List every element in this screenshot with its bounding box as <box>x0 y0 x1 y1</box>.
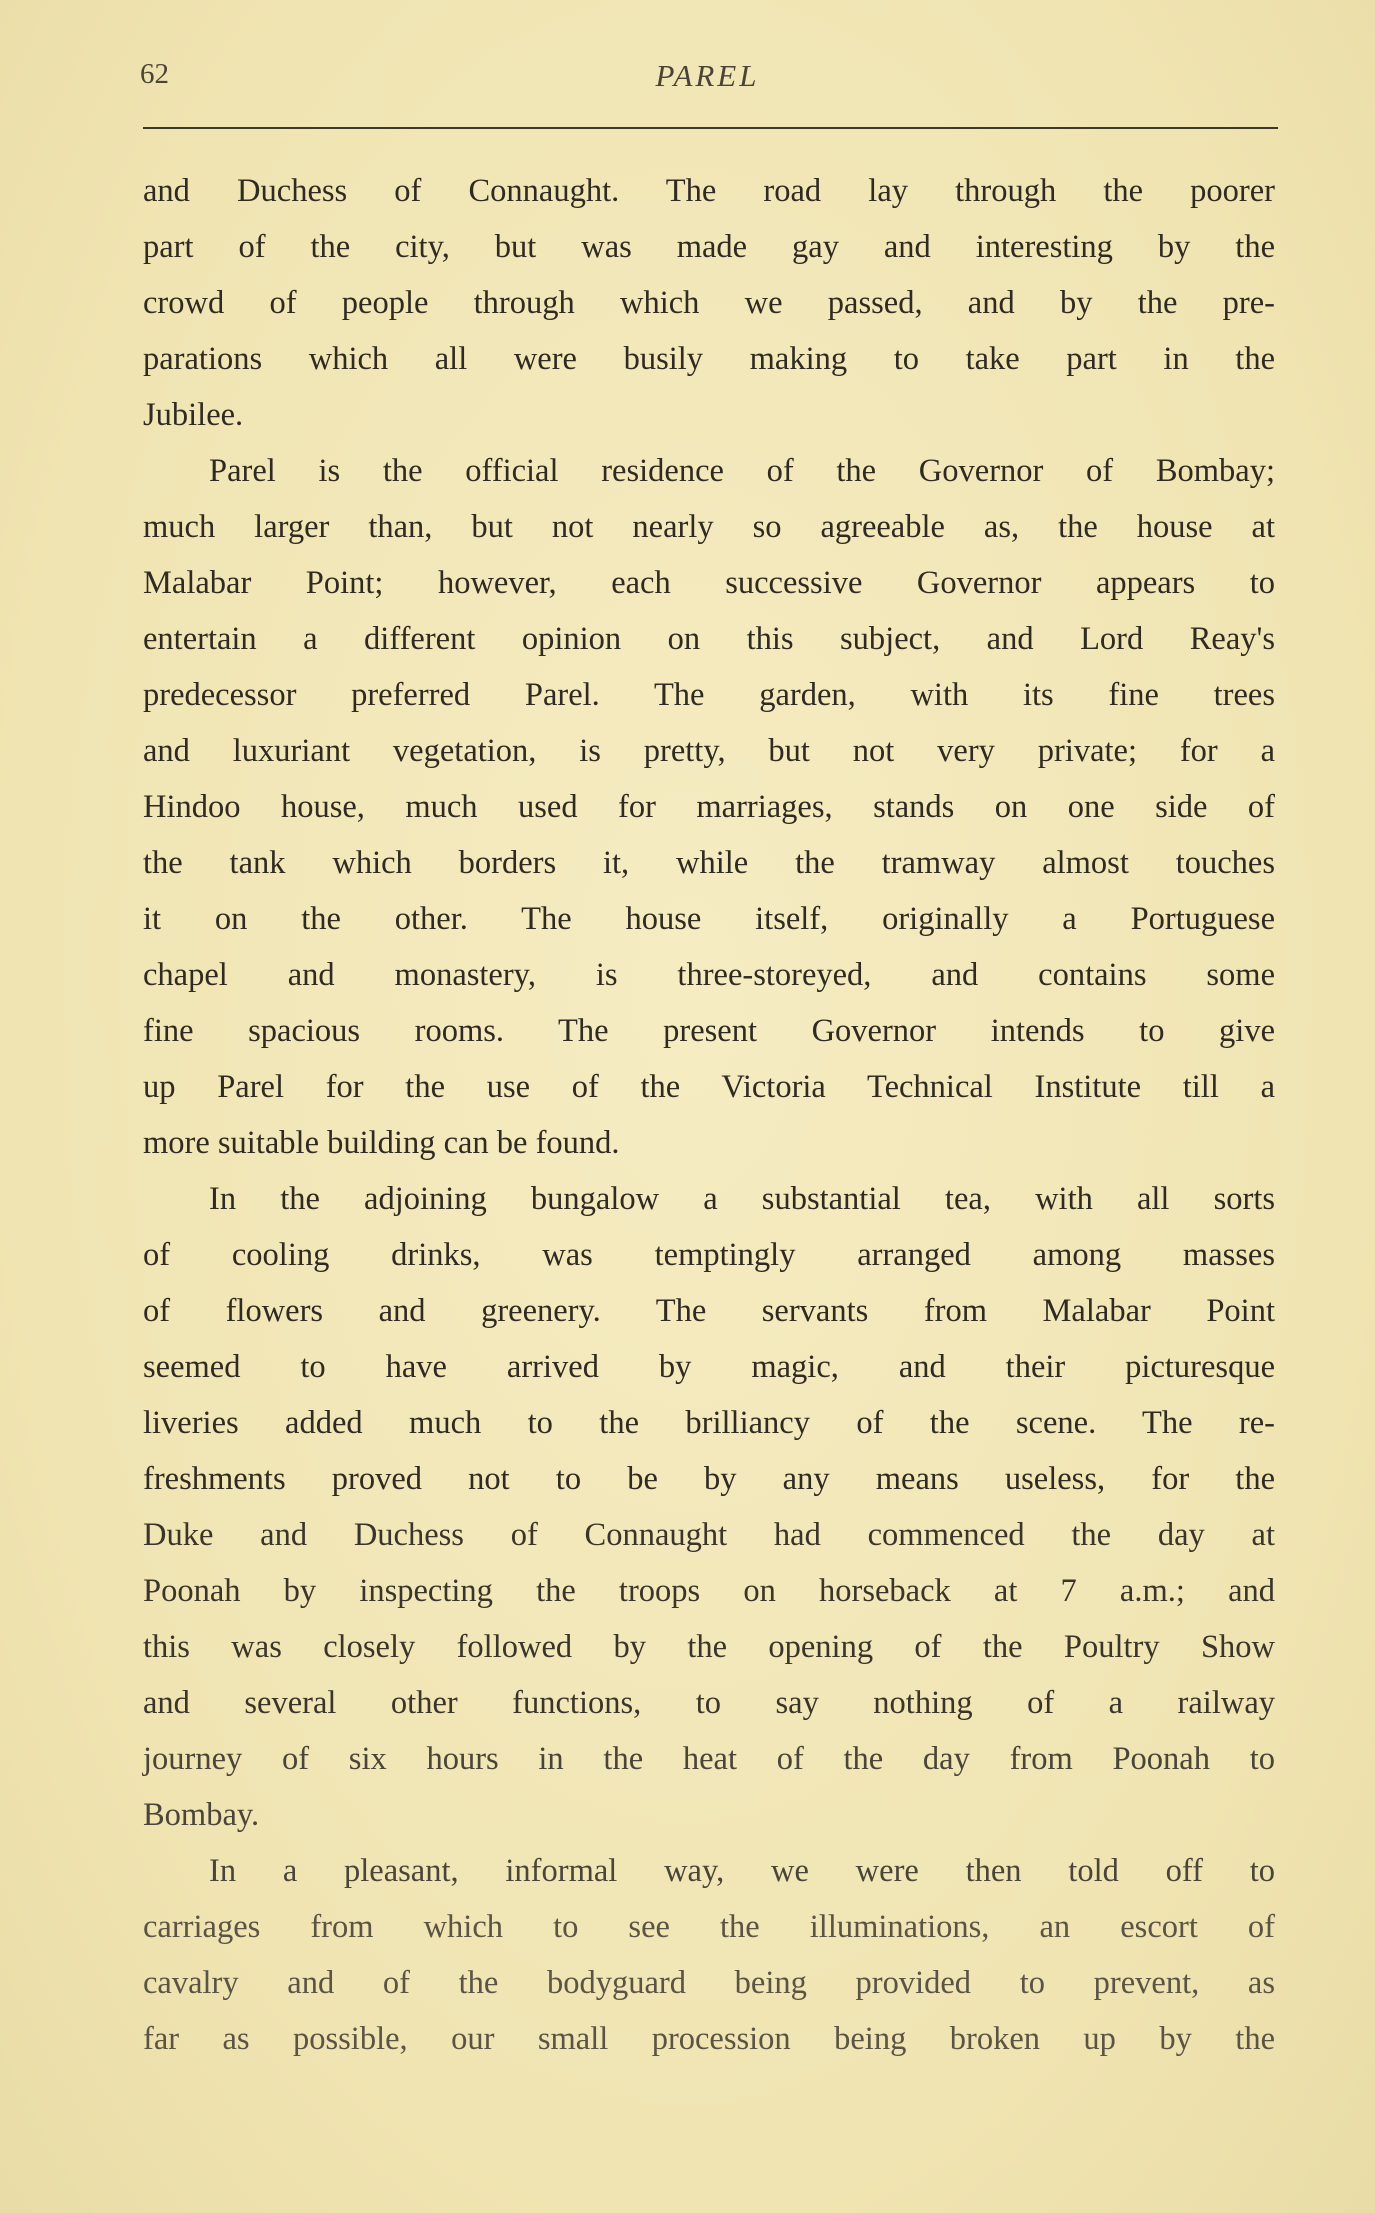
text-line: more suitable building can be found. <box>143 1125 620 1161</box>
text-line: this was closely followed by the opening of the Poultry Show <box>143 1629 1275 1665</box>
text-line: part of the city, but was made gay and interesting by the <box>143 229 1275 265</box>
paragraph <box>143 163 1275 443</box>
text-line: liveries added much to the brilliancy of the scene. The re- <box>143 1405 1275 1441</box>
text-line: it on the other. The house itself, originally a Portuguese <box>143 901 1275 937</box>
text-line: Poonah by inspecting the troops on horseback at 7 a.m.; and <box>143 1573 1275 1609</box>
text-line: Hindoo house, much used for marriages, stands on one side of <box>143 789 1275 825</box>
text-line: of flowers and greenery. The servants from Malabar Point <box>143 1293 1275 1329</box>
text-line: entertain a different opinion on this subject, and Lord Reay's <box>143 621 1275 657</box>
text-line: up Parel for the use of the Victoria Technical Institute till a <box>143 1069 1275 1105</box>
text-line: seemed to have arrived by magic, and their picturesque <box>143 1349 1275 1385</box>
body-text <box>143 163 1275 2067</box>
text-line: predecessor preferred Parel. The garden, with its fine trees <box>143 677 1275 713</box>
text-line: Parel is the official residence of the Governor of Bombay; <box>209 453 1275 489</box>
page-header <box>140 58 1275 108</box>
text-line: cavalry and of the bodyguard being provided to prevent, as <box>143 1965 1275 2001</box>
text-line: freshments proved not to be by any means useless, for the <box>143 1461 1275 1497</box>
text-line: journey of six hours in the heat of the day from Poonah to <box>143 1741 1275 1777</box>
text-line: and Duchess of Connaught. The road lay through the poorer <box>143 173 1275 209</box>
text-line: much larger than, but not nearly so agreeable as, the house at <box>143 509 1275 545</box>
text-line: In the adjoining bungalow a substantial tea, with all sorts <box>209 1181 1275 1217</box>
text-line: and several other functions, to say nothing of a railway <box>143 1685 1275 1721</box>
text-line: Malabar Point; however, each successive Governor appears to <box>143 565 1275 601</box>
text-line: Bombay. <box>143 1797 260 1833</box>
text-line: and luxuriant vegetation, is pretty, but not very private; for a <box>143 733 1275 769</box>
text-line: of cooling drinks, was temptingly arranged among masses <box>143 1237 1275 1273</box>
text-line: the tank which borders it, while the tramway almost touches <box>143 845 1275 881</box>
text-line: carriages from which to see the illuminations, an escort of <box>143 1909 1275 1945</box>
text-line: Duke and Duchess of Connaught had commenced the day at <box>143 1517 1275 1553</box>
text-line: In a pleasant, informal way, we were then told off to <box>209 1853 1275 1889</box>
text-line: far as possible, our small procession being broken up by the <box>143 2021 1275 2057</box>
paragraph <box>143 1843 1275 2067</box>
page-number: 62 <box>140 58 169 90</box>
text-line: fine spacious rooms. The present Governor intends to give <box>143 1013 1275 1049</box>
text-line: crowd of people through which we passed, and by the pre- <box>143 285 1275 321</box>
paragraph <box>143 1171 1275 1843</box>
paragraph <box>143 443 1275 1171</box>
text-line: chapel and monastery, is three-storeyed, and contains some <box>143 957 1275 993</box>
header-rule <box>143 127 1278 129</box>
text-line: Jubilee. <box>143 397 244 433</box>
running-head: PAREL <box>655 58 760 93</box>
text-line: parations which all were busily making to take part in the <box>143 341 1275 377</box>
